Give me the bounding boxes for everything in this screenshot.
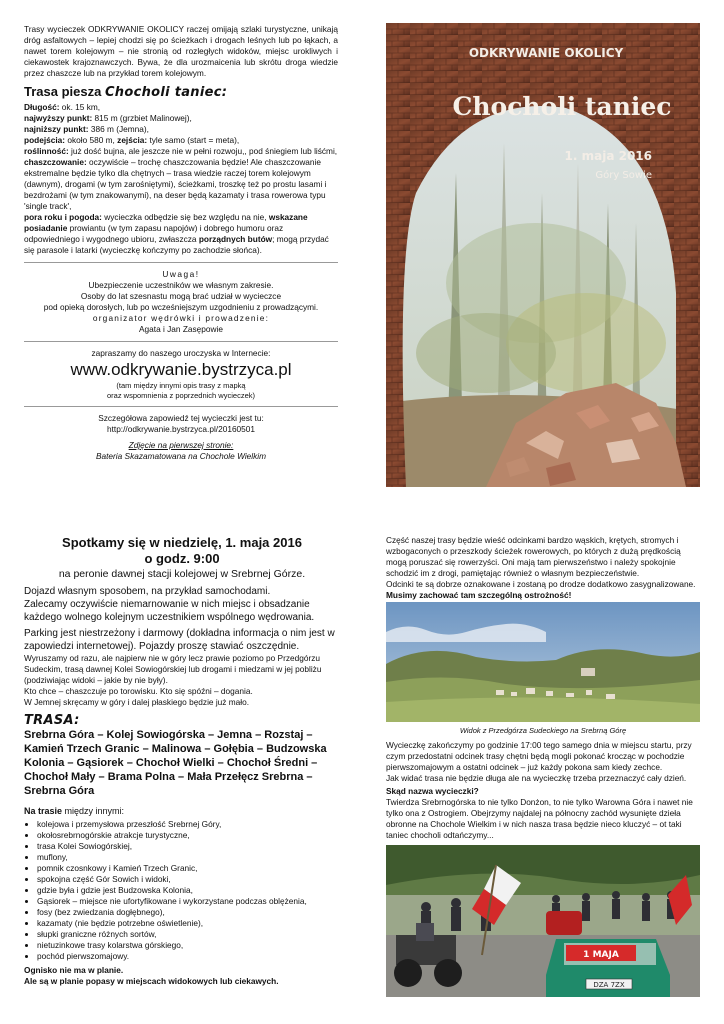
right-bottom-text: [386, 726, 700, 841]
meeting-place: na peronie dawnej stacji kolejowej w Srebrnej Górze.: [58, 568, 306, 580]
meeting-date: Spotkamy się w niedzielę, 1. maja 2016: [62, 535, 302, 550]
caution-note: Musimy zachować tam szczególną ostrożność!: [386, 590, 572, 600]
list-item: • spokojna część Gór Sowich i widoki,: [37, 874, 340, 885]
list-item: • muflony,: [37, 852, 340, 863]
trail-vegetation: roślinność: już dość bujna, ale jeszcze nie w pełni rozwoju,, pod śniegiem lub liśćmi,: [24, 146, 338, 156]
along-list: [24, 819, 340, 962]
notice-line: pod opieką dorosłych, lub po wcześniejszym uzgodnieniu z prowadzącymi.: [43, 302, 319, 312]
list-item: • kolejowa i przemysłowa przeszłość Srebrnej Góry,: [37, 819, 340, 830]
name-question: Skąd nazwa wycieczki?: [386, 786, 479, 796]
meeting-time: o godz. 9:00: [144, 551, 220, 566]
notice-box: [24, 269, 338, 335]
invite-sub: (tam między innymi opis trasy z mapką: [116, 381, 246, 390]
invite-text: zapraszamy do naszego uroczyska w Internecie:: [91, 348, 271, 358]
list-item: • pochód pierwszomajowy.: [37, 951, 340, 962]
travel-info: Dojazd własnym sposobem, na przykład samochodami.: [24, 586, 271, 597]
list-item: • okołosrebrnogórskie atrakcje turystyczne,: [37, 830, 340, 841]
cover-photo: [386, 23, 700, 487]
end-info: Wycieczkę zakończymy po godzinie 17:00 tego samego dnia w miejscu startu, przy czym przedostatni odcinek trasy chętni będą mogli pokonać krocząc w pochodzie pierwszomajowym a ostatni odcinek – już każdy pokona sam kiedy zechce.: [386, 740, 692, 772]
meeting-info: [24, 535, 340, 581]
divider: [24, 341, 338, 342]
list-item: • kazamaty (nie będzie potrzebne oświetlenie),: [37, 918, 340, 929]
list-item: • pomnik czosnkowy i Kamień Trzech Granic,: [37, 863, 340, 874]
trail-season: pora roku i pogoda: wycieczka odbędzie się bez względu na nie, wskazane posiadanie prowiantu (w tym zapasu napojów) i dobrego humoru oraz odpowiedniego i wygodnego ubioru, zwłaszcza porządnych butów; mogą przydać się parasole i latarki (wycieczkę kończymy po zachodzie słońca).: [24, 212, 329, 255]
campfire-note: Ognisko nie ma w planie.: [24, 965, 124, 975]
cover-place: Góry Sowie: [595, 170, 652, 181]
along-label: Na trasie między innymi:: [24, 806, 125, 816]
license-plate: DZA 7ZX: [593, 981, 625, 989]
trail-highest: najwyższy punkt: 815 m (grzbiet Malinowej),: [24, 113, 192, 123]
cover-photo-svg: [386, 23, 700, 487]
mountain-info: W Jemnej skręcamy w góry i dalej płaskiego będzie już mało.: [24, 697, 250, 707]
organizer-names: Agata i Jan Zasępowie: [139, 324, 223, 334]
list-item: • nietuzinkowe trasy kolarstwa górskiego,: [37, 940, 340, 951]
bike-trail-warning: Część naszej trasy będzie wieść odcinkami bardzo wąskich, krętych, stromych i wzbogaconych o przeszkody ścieżek rowerowych, po których z dużą prędkością mogą poruszać się rowerzyści. Oni mają tam pierwszeństwo i należy spokojnie schodzić im z drogi, pamiętając również o własnym bezpieczeństwie.: [386, 535, 681, 578]
bike-trail-marked: Odcinki te są dobrze oznakowane i zostaną po drodze dodatkowo zasygnalizowane.: [386, 579, 696, 589]
route-label: TRASA:: [24, 713, 80, 728]
start-info: Wyruszamy od razu, ale najpierw nie w góry lecz prawie poziomo po Przedgórzu Sudeckim, trasą dawnej Kolei Sowiogórskiej lub drogami i miedzami w jej pobliżu (podziwiając widoki – jakie by nie były).: [24, 653, 322, 685]
left-bottom-column: [24, 535, 340, 987]
cover-title: Chocholi taniec: [452, 92, 672, 121]
landscape-photo: [386, 602, 700, 722]
divider: [24, 262, 338, 263]
left-top-column: [24, 24, 338, 462]
trail-lowest: najniższy punkt: 386 m (Jemna),: [24, 124, 149, 134]
parking-info: Parking jest niestrzeżony i darmowy (dokładna informacja o nim jest w zapowiedzi internetowej). Pojazdy proszę stawiać oszczędnie.: [24, 628, 335, 652]
details-link[interactable]: Szczegółowa zapowiedź tej wycieczki jest tu: http://odkrywanie.bystrzyca.pl/20160501: [98, 413, 264, 434]
parade-photo: [386, 845, 700, 997]
invite-sub: oraz wspomnienia z poprzednich wycieczek): [107, 390, 255, 400]
carpool-info: Zalecamy oczywiście niemarnowanie w nich miejsc i obsadzanie każdego wolnego kolejnym uczestnikiem wspólnego wędrowania.: [24, 599, 315, 623]
details-box: [24, 413, 338, 462]
trail-heading: Trasa piesza Chocholi taniec:: [24, 84, 228, 100]
list-item: • słupki graniczne różnych sortów,: [37, 929, 340, 940]
landscape-caption: Widok z Przedgórza Sudeckiego na Srebrną Górę: [459, 726, 627, 735]
list-item: • fosy (bez zwiedzania dogłębnego),: [37, 907, 340, 918]
trail-details: [24, 102, 338, 256]
notice-line: Osoby do lat szesnastu mogą brać udział w wycieczce: [80, 291, 282, 301]
organizer-label: organizator wędrówki i prowadzenie:: [92, 313, 270, 323]
name-answer: Twierdza Srebrnogórska to nie tylko Donżon, to nie tylko Warowna Góra i nawet nie tylko ona z Ostrogiem. Obejrzymy najdalej na północny zachód wysunięte dzieła obronne na Chochole Wielkim i w nich nasza trasa będzie nieco kluczyć – ot taki taniec chocholi odtańczymy...: [386, 797, 693, 840]
trail-bushwhacking: chaszczowanie: oczywiście – trochę chaszczowania będzie! Ale chaszczowanie ekstremalne będzie tylko dla chętnych – trasa wiedzie raczej torem kolejowym (dawnym), drogami (w tym zarośniętymi), ścieżkami, troszkę też po prostu lasami i bezdrożami (w tym znakowanymi), na deser będą kazamaty i trasa rowerowa typu 'single track',: [24, 157, 327, 211]
cover-date: 1. maja 2016: [564, 149, 652, 163]
intro-text: Trasy wycieczek ODKRYWANIE OKOLICY raczej omijają szlaki turystyczne, unikają dróg asfaltowych – lepiej chodzi się po ścieżkach i drogach leśnych lub po łąkach, a nawet torem kolejowym – nie stronią od rozległych widoków, miejsc urokliwych i ciekawostek krajoznawczych. Bywa, że dla urozmaicenia lub skrótu droga wiedzie przez chaszcze lub na przykład torem kolejowym.: [24, 24, 338, 78]
divider: [24, 406, 338, 407]
route-text: Srebrna Góra – Kolej Sowiogórska – Jemna – Rozstaj – Kamień Trzech Granic – Malinowa – Gołębia – Budzowska Kolonia – Gąsiorek – Chochoł Wielki – Chochoł Średni – Chochoł Mały – Brama Polna – Mała Przełęcz Srebrna – Srebrna Góra: [24, 729, 327, 797]
cover-photo-credit: Zdjęcie na pierwszej stronie:: [128, 440, 234, 450]
cover-photo-credit: Bateria Skazamatowana na Chochole Wielkim: [95, 451, 267, 461]
trail-climbs: podejścia: około 580 m, zejścia: tyle samo (start = meta),: [24, 135, 240, 145]
right-bottom-column: [386, 535, 700, 601]
parade-photo-svg: [386, 845, 700, 997]
notice-title: Uwaga!: [162, 269, 200, 279]
late-info: Kto chce – chaszczuje po torowisku. Kto się spóźni – dogania.: [24, 686, 253, 696]
stops-note: Ale są w planie popasy w miejscach widokowych lub ciekawych.: [24, 976, 279, 986]
cover-series: ODKRYWANIE OKOLICY: [468, 46, 624, 60]
website-link[interactable]: www.odkrywanie.bystrzyca.pl: [70, 360, 292, 379]
car-sign: 1 MAJA: [583, 950, 619, 960]
list-item: • Gąsiorek – miejsce nie ufortyfikowane i wykorzystane podczas oblężenia,: [37, 896, 340, 907]
invite-box: [24, 348, 338, 400]
list-item: • trasa Kolei Sowiogórskiej,: [37, 841, 340, 852]
list-item: • gdzie była i gdzie jest Budzowska Kolonia,: [37, 885, 340, 896]
trail-length: Długość: ok. 15 km,: [24, 102, 101, 112]
landscape-photo-svg: [386, 602, 700, 722]
notice-line: Ubezpieczenie uczestników we własnym zakresie.: [88, 280, 274, 290]
day-info: Jak widać trasa nie będzie długa ale na wycieczkę trzeba przeznaczyć cały dzień.: [386, 773, 687, 783]
